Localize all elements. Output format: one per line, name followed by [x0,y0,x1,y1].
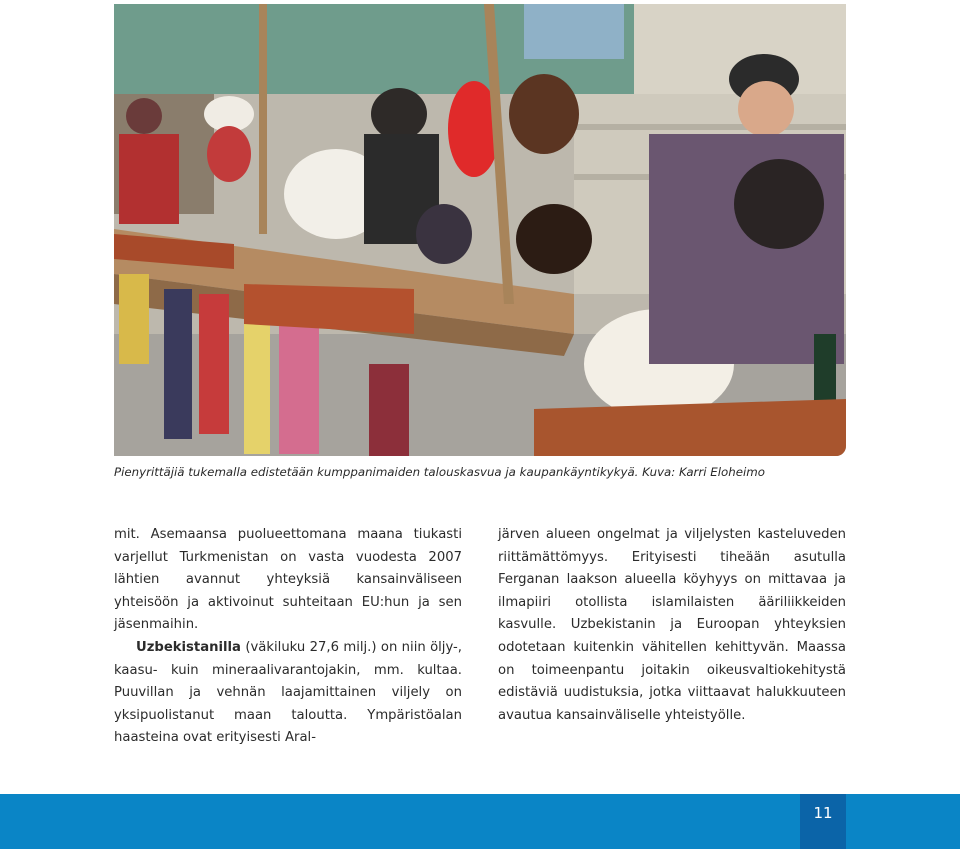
market-stall-photo-icon [114,4,846,456]
paragraph-aral: järven alueen ongelmat ja viljelysten kasteluveden riittämättömyys. Erityisesti tiheään asutulla Ferganan laakson alueella köyhyys on mittavaa ja ilmapiiri otollista islamilaisten ääriliikkeiden kasvulle. Uzbekistanin ja Euroopan yhteyksien odotetaan kuitenkin vähitellen kehittyvän. Maassa on toimeenpantu joitakin oikeusvaltiokehitystä edistäviä uudistuksia, jotka viittaavat halukkuuteen avautua kansainväliselle yhteistyölle. [498,527,846,723]
market-photo [114,4,846,456]
paragraph-uzbekistan [114,637,462,750]
uzbekistan-lead: Uzbekistanilla [136,639,241,655]
left-text-column [114,524,462,750]
photo-caption: Pienyrittäjiä tukemalla edistetään kumppanimaiden talouskasvua ja kaupankäyntikykyä. Kuva: Karri Eloheimo [114,465,765,479]
page-number: 11 [800,794,846,849]
paragraph-turkmenistan: mit. Asemaansa puolueettomana maana tiukasti varjellut Turkmenistan on vasta vuodesta 2007 lähtien avannut yhteyksiä kansainväliseen yhteisöön ja aktivoinut suhteitaan EU:hun ja sen jäsenmaihin. [114,527,462,633]
uzbekistan-text: (väkiluku 27,6 milj.) on niin öljy-, kaasu- kuin mineraalivarantojakin, mm. kultaa. Puuvillan ja vehnän laajamittainen viljely on yksipuolistanut maan taloutta. Ympäristöalan haasteina ovat erityisesti Aral- [114,639,462,746]
right-text-column [498,524,846,727]
